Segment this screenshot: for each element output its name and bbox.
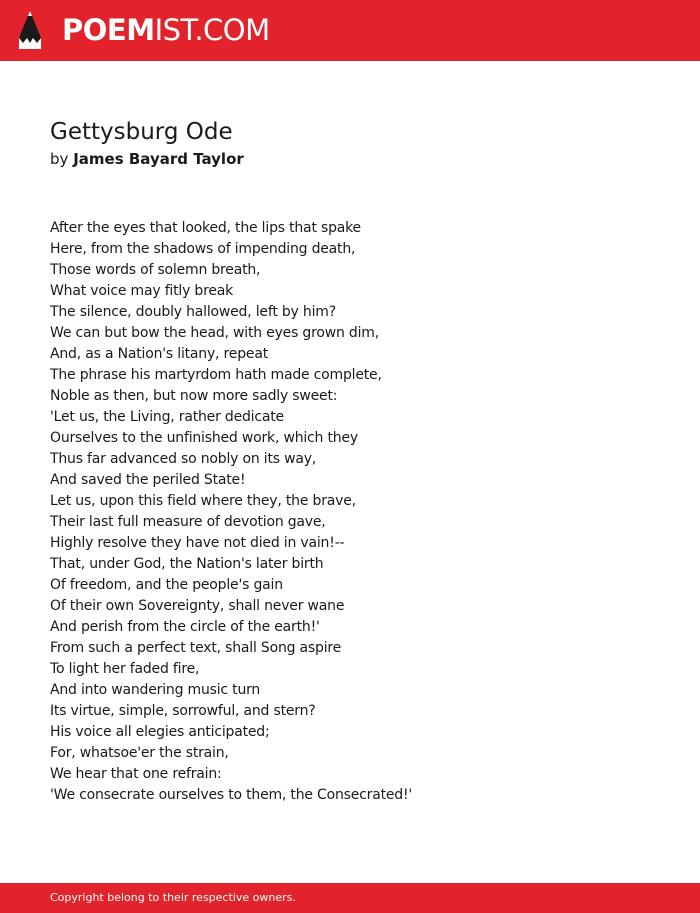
site-header: [0, 0, 700, 61]
poem-line: The phrase his martyrdom hath made complete,: [50, 367, 382, 383]
poem-line: Noble as then, but now more sadly sweet:: [50, 388, 338, 404]
poem-author: James Bayard Taylor: [73, 150, 244, 168]
poem-line: What voice may fitly break: [50, 283, 234, 299]
copyright-notice: Copyright belong to their respective owners.: [50, 891, 296, 904]
pencil-tip-icon: [18, 10, 42, 50]
poem-line: And saved the periled State!: [50, 472, 246, 488]
logo-text-light: IST.COM: [154, 13, 270, 47]
poem-line: Let us, upon this field where they, the brave,: [50, 493, 356, 509]
poem-line: Their last full measure of devotion gave,: [50, 514, 326, 530]
poem-line: 'We consecrate ourselves to them, the Consecrated!': [50, 787, 413, 803]
poem-line: For, whatsoe'er the strain,: [50, 745, 229, 761]
poem-line: From such a perfect text, shall Song aspire: [50, 640, 342, 656]
poem-line: 'Let us, the Living, rather dedicate: [50, 409, 284, 425]
poem-line: After the eyes that looked, the lips that spake: [50, 220, 361, 236]
poem-line: Its virtue, simple, sorrowful, and stern?: [50, 703, 316, 719]
poem-line: Of freedom, and the people's gain: [50, 577, 283, 593]
poem-line: Those words of solemn breath,: [50, 262, 261, 278]
poem-body: [50, 218, 412, 806]
poem-line: The silence, doubly hallowed, left by him?: [50, 304, 336, 320]
poem-title: Gettysburg Ode: [50, 119, 233, 145]
poem-line: We can but bow the head, with eyes grown dim,: [50, 325, 379, 341]
poem-line: That, under God, the Nation's later birth: [50, 556, 324, 572]
logo-text-bold: POEM: [62, 13, 155, 47]
poem-line: Highly resolve they have not died in vain!--: [50, 535, 345, 551]
poem-line: Here, from the shadows of impending death,: [50, 241, 356, 257]
poem-line: We hear that one refrain:: [50, 766, 222, 782]
by-prefix: by: [50, 150, 69, 168]
poem-line: Thus far advanced so nobly on its way,: [50, 451, 317, 467]
site-footer: [0, 883, 700, 913]
poem-line: To light her faded fire,: [50, 661, 200, 677]
site-logo[interactable]: [62, 13, 270, 47]
poem-line: Of their own Sovereignty, shall never wane: [50, 598, 345, 614]
poem-line: And perish from the circle of the earth!': [50, 619, 320, 635]
poem-line: And into wandering music turn: [50, 682, 261, 698]
poem-line: And, as a Nation's litany, repeat: [50, 346, 268, 362]
poem-byline: [50, 148, 244, 170]
poem-line: Ourselves to the unfinished work, which they: [50, 430, 358, 446]
poem-line: His voice all elegies anticipated;: [50, 724, 270, 740]
